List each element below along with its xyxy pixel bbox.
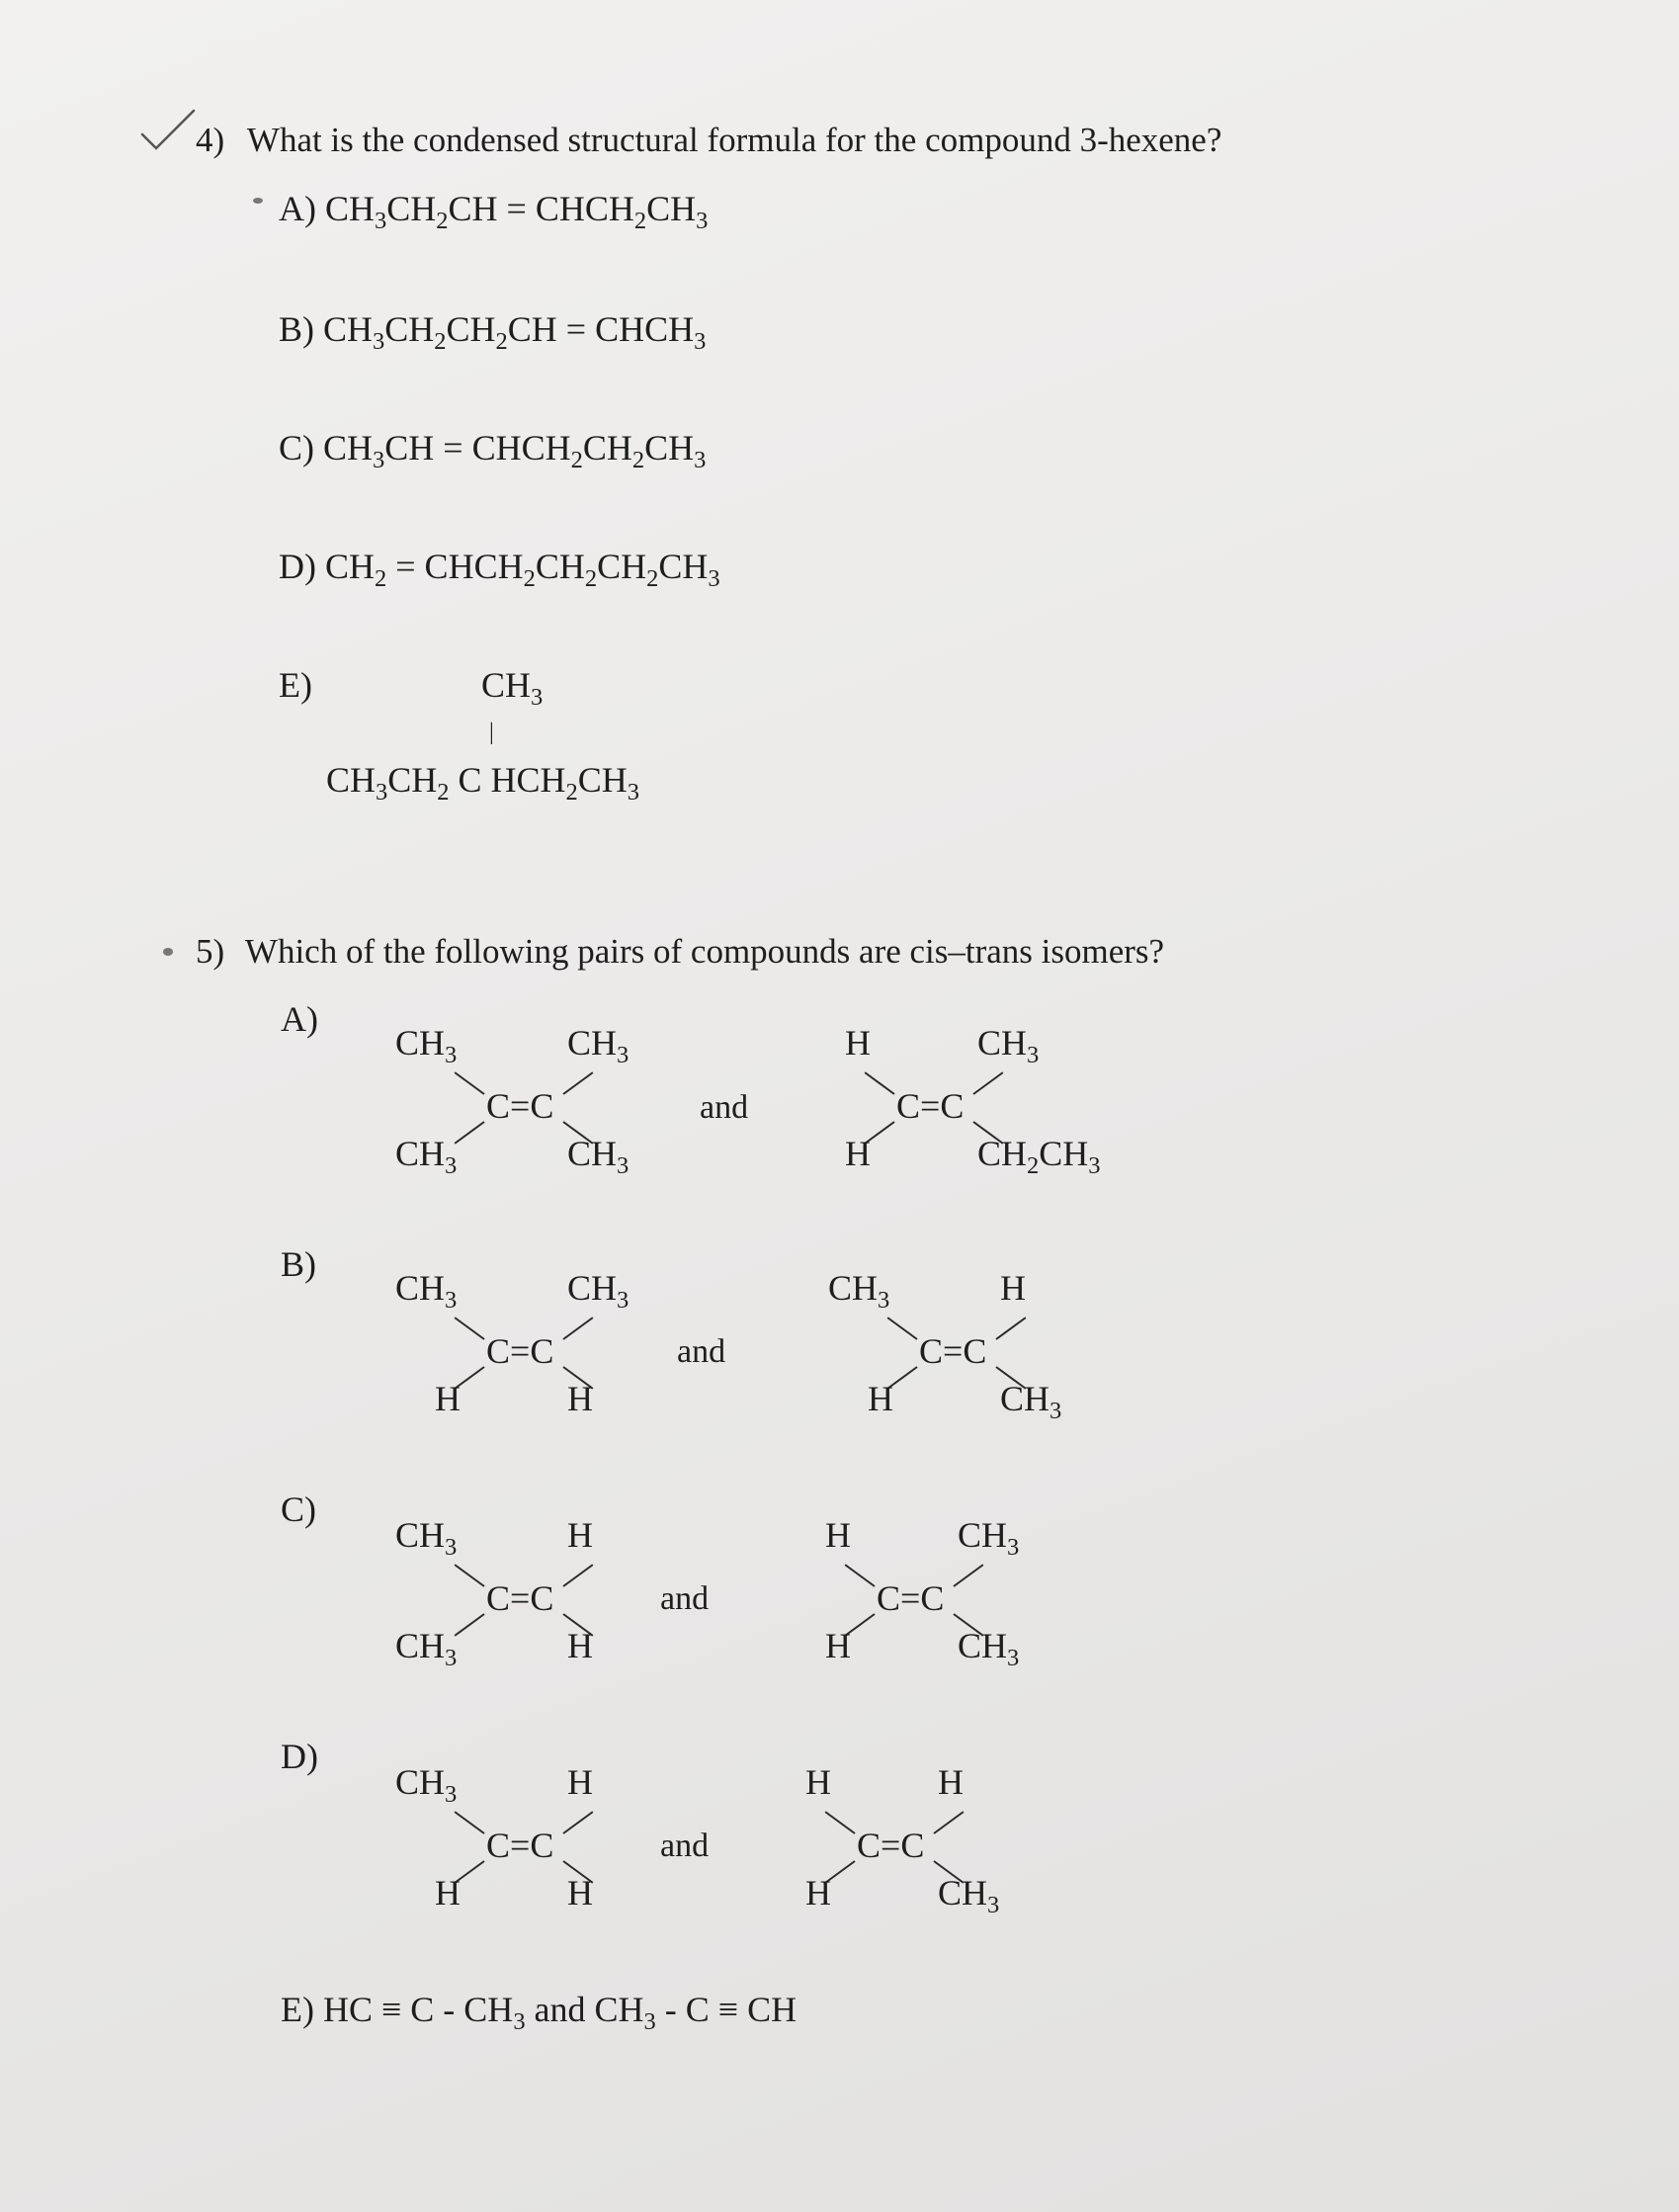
question-text: What is the condensed structural formula for the compound 3-hexene?: [246, 121, 1222, 159]
formula: $CH_3CH_2CH$ = $CHCH_2CH_3$: [325, 189, 709, 234]
q5-a-right-molecule-double-bond: C=C: [896, 1086, 965, 1126]
q5-c-left-molecule-bottom-left-group: $CH_3$: [395, 1626, 458, 1671]
q4-option-e-branch-bond: |: [489, 720, 494, 745]
question-5: [196, 932, 1164, 972]
q5-b-right-molecule-bottom-right-group: $CH_3$: [1000, 1379, 1062, 1424]
option-label: C): [279, 428, 314, 468]
single-bond-line: [454, 1071, 484, 1095]
q5-d-left-molecule-top-left-group: $CH_3$: [395, 1762, 458, 1808]
q5-b-left-molecule-double-bond: C=C: [486, 1331, 554, 1371]
q5-a-right-molecule-bottom-left-group: H: [845, 1134, 871, 1173]
single-bond-line: [886, 1317, 917, 1340]
q5-d-right-molecule-top-left-group: H: [805, 1762, 831, 1802]
q4-option-a: [279, 188, 709, 234]
single-bond-line: [995, 1317, 1026, 1340]
q5-c-right-molecule-top-right-group: $CH_3$: [958, 1515, 1020, 1561]
q5-a-right-molecule-top-left-group: H: [845, 1023, 871, 1063]
single-bond-line: [562, 1564, 593, 1587]
single-bond-line: [844, 1564, 875, 1587]
and-label: and: [660, 1828, 710, 1864]
q5-b-right-molecule-double-bond: C=C: [919, 1331, 987, 1371]
q4-option-c: [279, 427, 707, 473]
option-label: A): [279, 189, 316, 228]
q5-a-left-molecule-top-right-group: $CH_3$: [567, 1023, 630, 1068]
q5-b-left-molecule-bottom-right-group: H: [567, 1379, 593, 1418]
q5-d-left-molecule-bottom-left-group: H: [435, 1873, 461, 1913]
formula: $CH_3CH$ = $CHCH_2CH_2CH_3$: [323, 428, 707, 473]
question-number: 5): [196, 932, 225, 971]
question-4: [196, 121, 1221, 160]
q5-d-right-molecule-bottom-left-group: H: [805, 1873, 831, 1913]
single-bond-line: [454, 1811, 484, 1834]
single-bond-line: [824, 1811, 855, 1834]
question-text: Which of the following pairs of compounds are cis–trans isomers?: [244, 932, 1165, 971]
q4-option-e-main: $CH_3CH_2$ C $HCH_2CH_3$: [326, 760, 640, 806]
q5-option-e: [281, 1989, 798, 2035]
q5-c-left-molecule-double-bond: C=C: [486, 1578, 554, 1618]
q5-a-left-molecule-bottom-right-group: $CH_3$: [567, 1134, 630, 1179]
q5-b-right-molecule-bottom-left-group: H: [868, 1379, 893, 1418]
q5-b-left-molecule-top-right-group: $CH_3$: [567, 1268, 630, 1314]
option-label: B): [279, 309, 314, 349]
q4-option-e-label: E): [279, 665, 312, 705]
pencil-dot-icon: [251, 196, 265, 206]
pencil-dot-icon: [161, 946, 175, 958]
q5-d-right-molecule-bottom-right-group: $CH_3$: [938, 1873, 1000, 1918]
single-bond-line: [454, 1317, 484, 1340]
formula: $CH_2$ = $CHCH_2CH_2CH_2CH_3$: [325, 547, 720, 592]
single-bond-line: [454, 1121, 484, 1145]
q5-a-left-molecule-top-left-group: $CH_3$: [395, 1023, 458, 1068]
q5-a-right-molecule-bottom-right-group: $CH_2CH_3$: [977, 1134, 1101, 1179]
question-number: 4): [196, 121, 225, 159]
q5-option-d-label: D): [281, 1737, 318, 1776]
single-bond-line: [562, 1317, 593, 1340]
q5-c-left-molecule-bottom-right-group: H: [567, 1626, 593, 1665]
and-label: and: [700, 1089, 749, 1126]
and-label: and: [677, 1333, 726, 1370]
q5-a-left-molecule-bottom-left-group: $CH_3$: [395, 1134, 458, 1179]
formula: HC ≡ C - $CH_3$ and $CH_3$ - C ≡ CH: [322, 1990, 798, 2035]
q5-option-a-label: A): [281, 999, 318, 1039]
q5-option-c-label: C): [281, 1489, 316, 1529]
single-bond-line: [454, 1613, 484, 1637]
option-label: D): [279, 547, 316, 586]
and-label: and: [660, 1580, 710, 1617]
q5-c-left-molecule-top-left-group: $CH_3$: [395, 1515, 458, 1561]
q5-d-left-molecule-double-bond: C=C: [486, 1826, 554, 1865]
option-label: E): [281, 1990, 314, 2029]
q5-a-right-molecule-top-right-group: $CH_3$: [977, 1023, 1040, 1068]
q5-c-right-molecule-bottom-left-group: H: [825, 1626, 851, 1665]
q5-a-left-molecule-double-bond: C=C: [486, 1086, 554, 1126]
formula: $CH_3CH_2CH_2CH$ = $CHCH_3$: [323, 309, 707, 355]
single-bond-line: [454, 1564, 484, 1587]
q5-d-left-molecule-top-right-group: H: [567, 1762, 593, 1802]
single-bond-line: [933, 1811, 964, 1834]
q5-c-left-molecule-top-right-group: H: [567, 1515, 593, 1555]
q5-b-right-molecule-top-right-group: H: [1000, 1268, 1026, 1308]
checkmark-icon: [138, 107, 198, 156]
q4-option-d: [279, 546, 720, 592]
single-bond-line: [562, 1811, 593, 1834]
q4-option-b: [279, 308, 707, 355]
q4-option-e-branch-top: $CH_3$: [481, 665, 544, 711]
q5-option-b-label: B): [281, 1244, 316, 1284]
single-bond-line: [953, 1564, 983, 1587]
single-bond-line: [864, 1071, 894, 1095]
q5-b-left-molecule-bottom-left-group: H: [435, 1379, 461, 1418]
q5-b-right-molecule-top-left-group: $CH_3$: [828, 1268, 890, 1314]
q5-d-left-molecule-bottom-right-group: H: [567, 1873, 593, 1913]
single-bond-line: [562, 1071, 593, 1095]
single-bond-line: [972, 1071, 1003, 1095]
q5-c-right-molecule-bottom-right-group: $CH_3$: [958, 1626, 1020, 1671]
q5-d-right-molecule-double-bond: C=C: [857, 1826, 925, 1865]
q5-c-right-molecule-double-bond: C=C: [877, 1578, 945, 1618]
q5-c-right-molecule-top-left-group: H: [825, 1515, 851, 1555]
q5-b-left-molecule-top-left-group: $CH_3$: [395, 1268, 458, 1314]
q5-d-right-molecule-top-right-group: H: [938, 1762, 964, 1802]
